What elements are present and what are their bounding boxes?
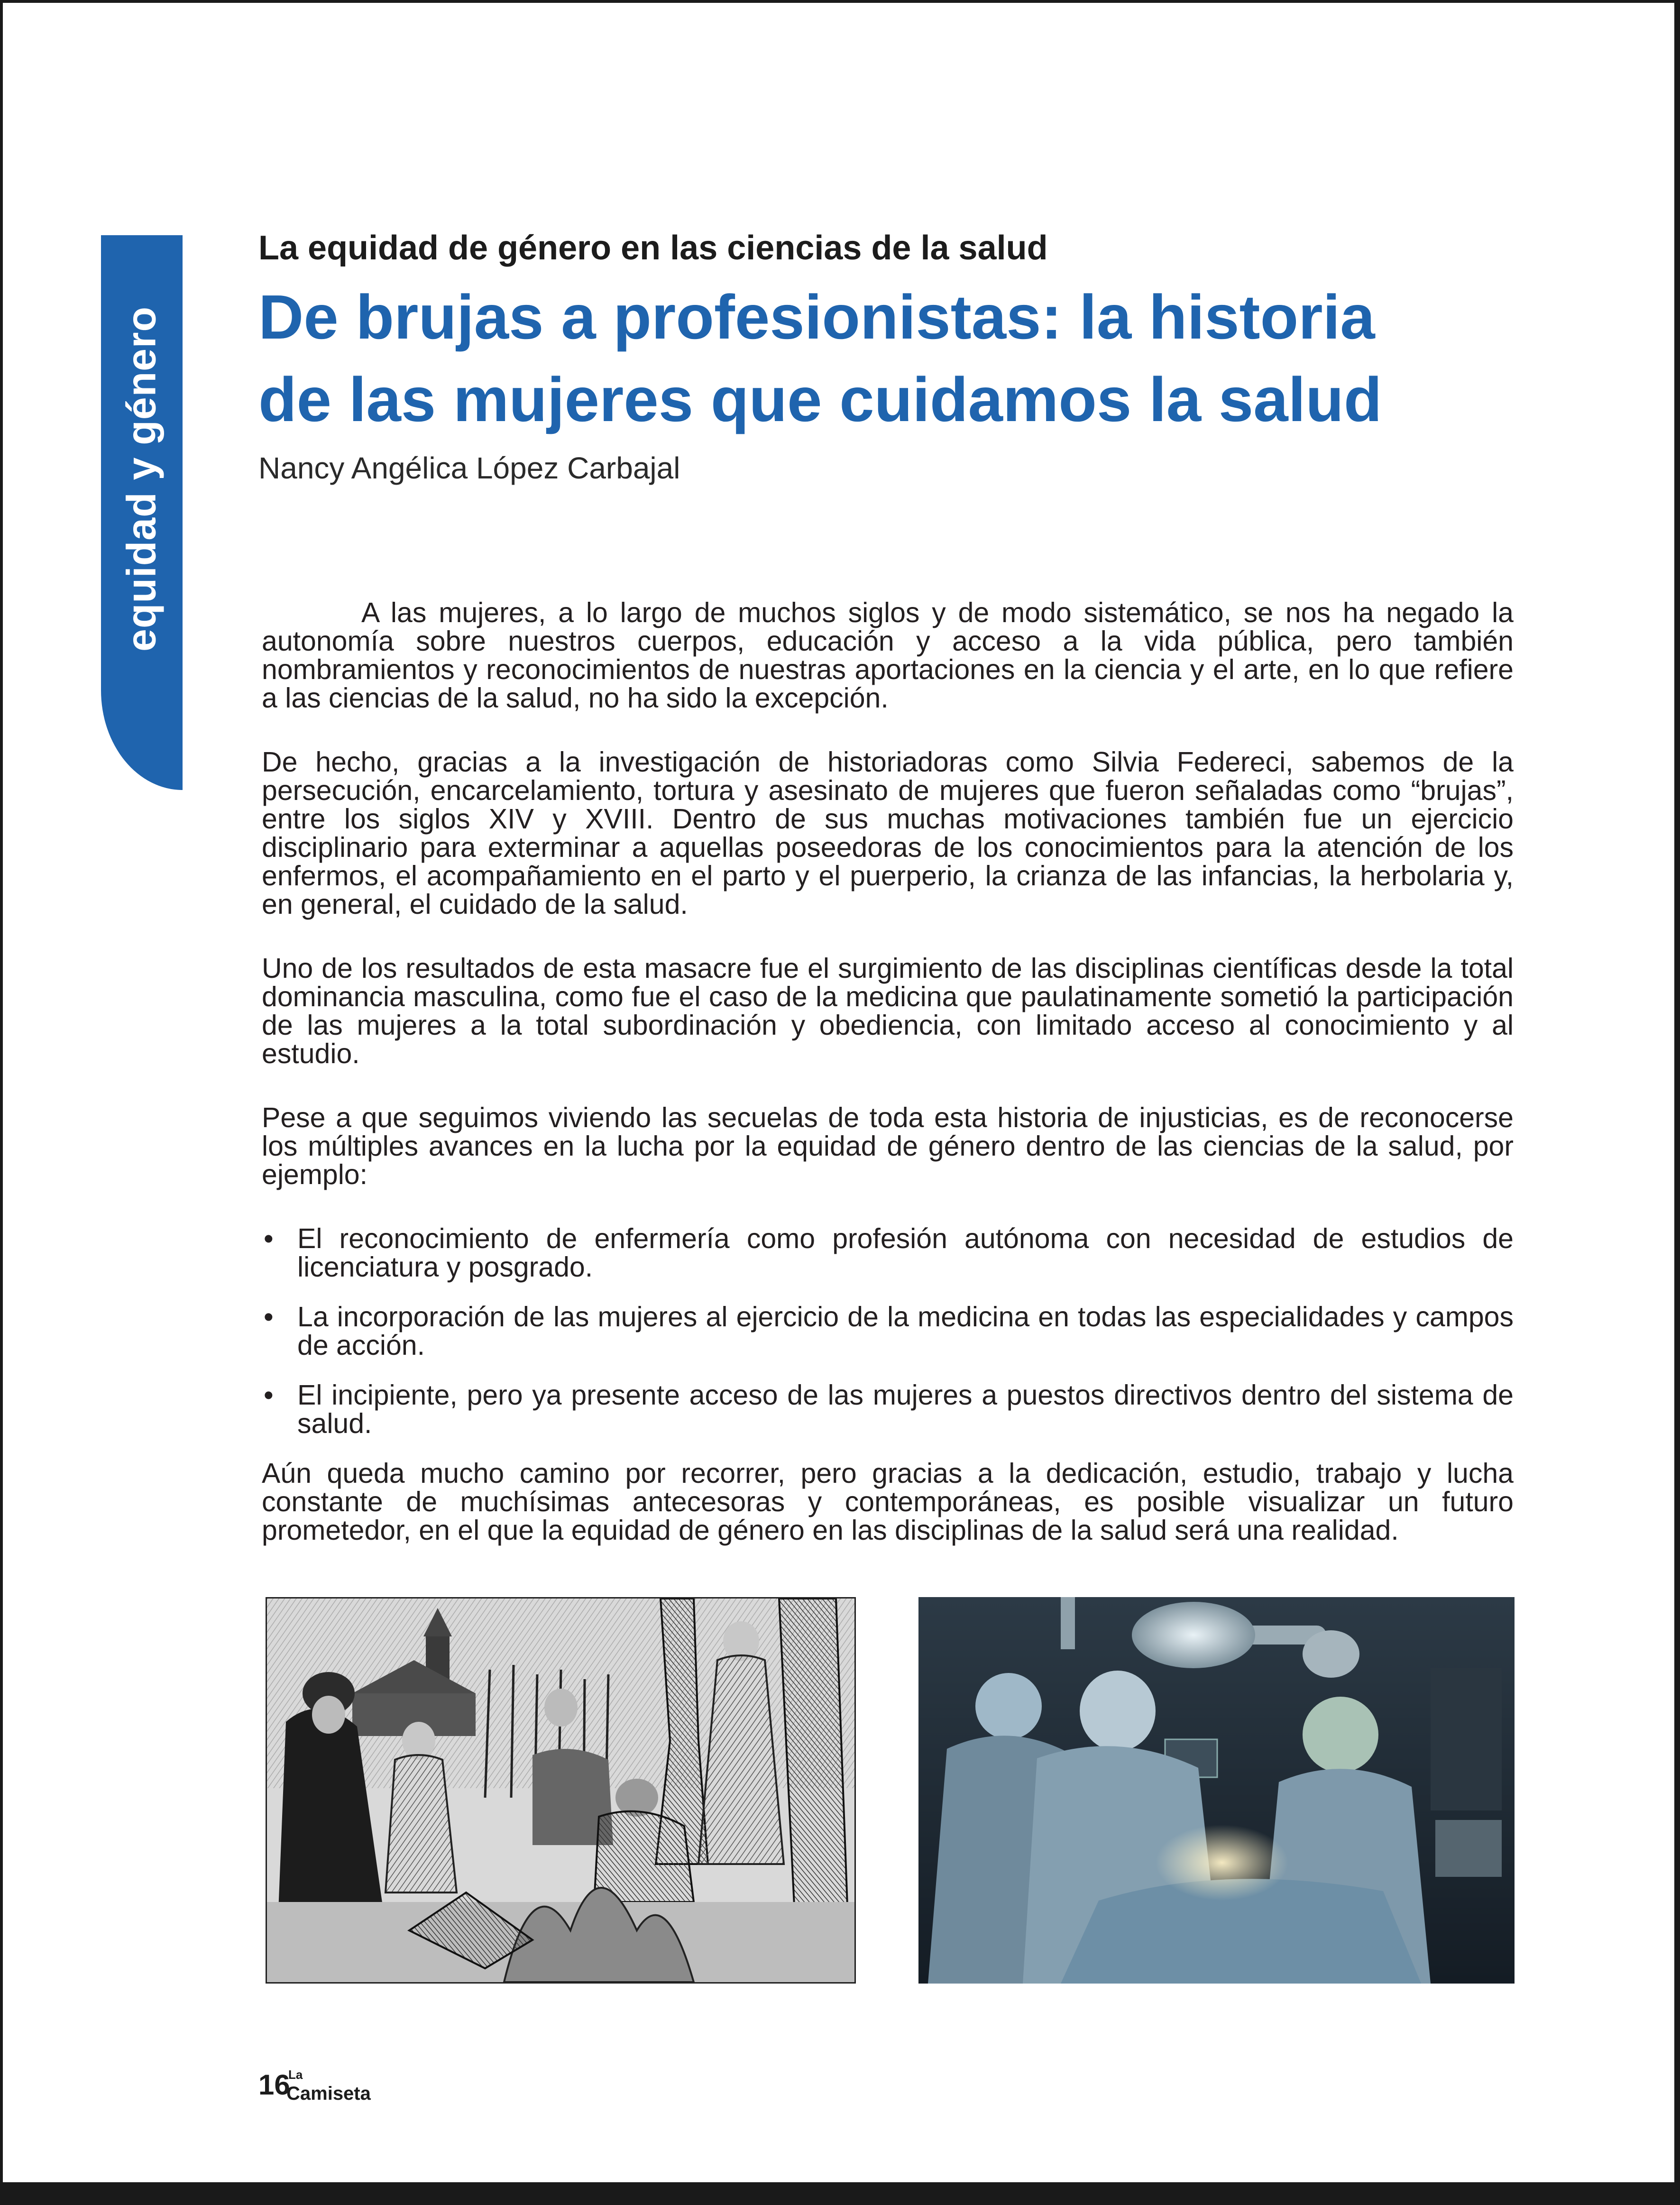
body-paragraph-3: Uno de los resultados de esta masacre fue el surgimiento de las disciplinas científicas desde la total dominancia masculina, como fue el caso de la medicina que paulatinamente sometió la participación de las mujeres a la total subordinación y obediencia, con limitado acceso al conocimiento y al estudio. <box>262 953 1514 1069</box>
body-paragraph-2: De hecho, gracias a la investigación de historiadoras como Silvia Federeci, sabemos de la persecución, encarcelamiento, tortura y asesinato de mujeres que fueron señaladas como “brujas”, entre los siglos XIV y XVIII. Dentro de sus muchas motivaciones también fue un ejercicio disciplinario para exterminar a aquellas poseedoras de los conocimientos para la atención de los enfermos, el acompañamiento en el parto y el puerperio, la crianza de las infancias, la herbolaria y, en general, el cuidado de la salud. <box>262 746 1514 920</box>
page-frame-right <box>1674 0 1680 2205</box>
bullet-icon: • <box>264 1223 274 1254</box>
engraving-illustration <box>267 1599 854 1982</box>
surgery-team-photo-image <box>918 1597 1515 1984</box>
article-author: Nancy Angélica López Carbajal <box>258 451 680 485</box>
list-item-text: El incipiente, pero ya presente acceso de las mujeres a puestos directivos dentro del sistema de salud. <box>297 1379 1514 1439</box>
list-item-text: El reconocimiento de enfermería como profesión autónoma con necesidad de estudios de licenciatura y posgrado. <box>297 1223 1514 1283</box>
headline-line-2: de las mujeres que cuidamos la salud <box>258 365 1382 434</box>
body-paragraph-5: Aún queda mucho camino por recorrer, pero gracias a la dedicación, estudio, trabajo y lucha constante de muchísimas antecesoras y contemporáneas, es posible visualizar un futuro prometedor, en el que la equidad de género en las disciplinas de la salud será una realidad. <box>262 1458 1514 1546</box>
page-frame-bottom <box>0 2182 1680 2205</box>
page-number: 16 <box>258 2069 290 2101</box>
headline-line-1: De brujas a profesionistas: la historia <box>258 282 1375 352</box>
advances-list <box>262 1224 1514 1438</box>
magazine-brand-name: Camiseta <box>286 2083 371 2104</box>
list-item <box>262 1303 1514 1360</box>
body-paragraph-1: A las mujeres, a lo largo de muchos siglos y de modo sistemático, se nos ha negado la autonomía sobre nuestros cuerpos, educación y acceso a la vida pública, pero también nombramientos y reconocimientos de nuestras aportaciones en la ciencia y el arte, en lo que refiere a las ciencias de la salud, no ha sido la excepción. <box>262 597 1514 714</box>
article-headline <box>258 276 1539 441</box>
page-frame-left <box>0 0 3 2205</box>
bullet-icon: • <box>264 1379 274 1411</box>
magazine-brand-article: La <box>288 2067 303 2082</box>
list-item <box>262 1224 1514 1281</box>
engraving-witch-burning-image <box>266 1597 856 1984</box>
section-tab-label: equidad y género <box>119 306 165 652</box>
article-body <box>262 598 1514 1544</box>
page-frame-top <box>0 0 1680 3</box>
bullet-icon: • <box>264 1301 274 1332</box>
body-paragraph-4: Pese a que seguimos viviendo las secuelas de toda esta historia de injusticias, es de reconocerse los múltiples avances en la lucha por la equidad de género dentro de las ciencias de la salud, por ejemplo: <box>262 1102 1514 1190</box>
article-kicker: La equidad de género en las ciencias de la salud <box>258 229 1048 267</box>
list-item <box>262 1381 1514 1438</box>
list-item-text: La incorporación de las mujeres al ejercicio de la medicina en todas las especialidades y campos de acción. <box>297 1301 1514 1361</box>
surgery-illustration <box>918 1597 1515 1984</box>
